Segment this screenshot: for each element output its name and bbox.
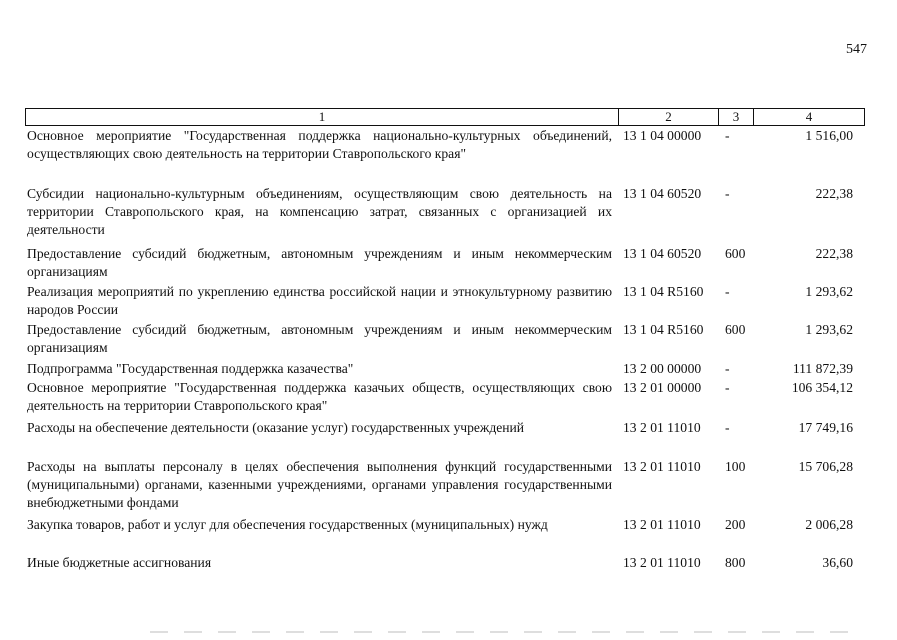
row-type: - — [725, 186, 730, 201]
row-amount: 1 293,62 — [805, 284, 853, 299]
row-name: Основное мероприятие "Государственная поддержка казачьих обществ, осуществляющих свою деятельность на территории Ставропольского края" — [27, 380, 612, 413]
header-cell: 1 — [25, 108, 619, 126]
row-type: - — [725, 420, 730, 435]
row-type: - — [725, 361, 730, 376]
row-type: 200 — [725, 517, 746, 532]
header-cell: 3 — [718, 108, 754, 126]
header-cell: 4 — [753, 108, 865, 126]
row-code: 13 1 04 R5160 — [623, 284, 704, 299]
row-name: Реализация мероприятий по укреплению единства российской нации и этнокультурному развитию народов России — [27, 284, 612, 317]
row-code: 13 1 04 60520 — [623, 246, 702, 261]
row-type: 100 — [725, 459, 746, 474]
row-code: 13 1 04 R5160 — [623, 322, 704, 337]
row-name: Предоставление субсидий бюджетным, автономным учреждениям и иным некоммерческим организациям — [27, 322, 612, 355]
row-code: 13 2 01 00000 — [623, 380, 702, 395]
row-amount: 36,60 — [822, 555, 853, 570]
row-name: Основное мероприятие "Государственная поддержка национально-культурных объединений, осуществляющих свою деятельность на территории Ставропольского края" — [27, 128, 612, 161]
row-code: 13 2 01 11010 — [623, 459, 701, 474]
row-code: 13 1 04 00000 — [623, 128, 702, 143]
row-name: Подпрограмма "Государственная поддержка казачества" — [27, 361, 354, 376]
row-amount: 222,38 — [815, 186, 853, 201]
row-name: Расходы на обеспечение деятельности (оказание услуг) государственных учреждений — [27, 420, 525, 435]
row-amount: 106 354,12 — [791, 380, 853, 395]
row-type: - — [725, 128, 730, 143]
page-number: 547 — [846, 42, 867, 57]
scan-artifact — [150, 631, 850, 633]
row-amount: 222,38 — [815, 246, 853, 261]
header-cell: 2 — [618, 108, 719, 126]
row-type: 800 — [725, 555, 746, 570]
row-code: 13 2 00 00000 — [623, 361, 702, 376]
row-type: - — [725, 380, 730, 395]
row-code: 13 2 01 11010 — [623, 555, 701, 570]
row-amount: 17 749,16 — [798, 420, 853, 435]
row-type: - — [725, 284, 730, 299]
row-amount: 1 516,00 — [805, 128, 853, 143]
row-type: 600 — [725, 246, 746, 261]
row-name: Иные бюджетные ассигнования — [27, 555, 212, 570]
row-name: Закупка товаров, работ и услуг для обеспечения государственных (муниципальных) нужд — [27, 517, 548, 532]
row-code: 13 2 01 11010 — [623, 420, 701, 435]
row-amount: 1 293,62 — [805, 322, 853, 337]
row-name: Субсидии национально-культурным объединениям, осуществляющим свою деятельность на территории Ставропольского края, на компенсацию затрат, связанных с организацией их деятельности — [27, 186, 612, 237]
row-code: 13 1 04 60520 — [623, 186, 702, 201]
row-code: 13 2 01 11010 — [623, 517, 701, 532]
row-amount: 15 706,28 — [798, 459, 853, 474]
row-type: 600 — [725, 322, 746, 337]
row-name: Расходы на выплаты персоналу в целях обеспечения выполнения функций государственными (муниципальными) органами, казенными учреждениями, органами управления государственными внебюджетными фондами — [27, 459, 612, 510]
row-amount: 2 006,28 — [805, 517, 853, 532]
row-amount: 111 872,39 — [792, 361, 853, 376]
row-name: Предоставление субсидий бюджетным, автономным учреждениям и иным некоммерческим организациям — [27, 246, 612, 279]
